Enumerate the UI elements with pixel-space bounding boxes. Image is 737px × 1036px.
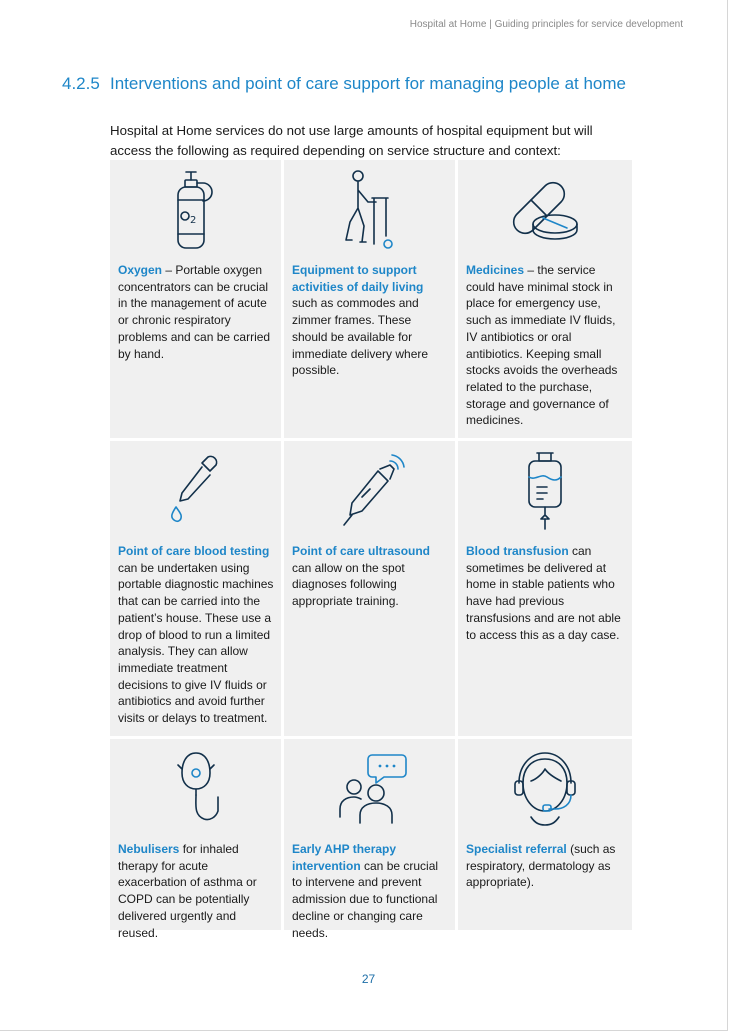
ultrasound-probe-icon <box>284 447 455 535</box>
card-specialist-referral <box>458 739 632 930</box>
card-medicines-term: Medicines <box>466 263 525 277</box>
card-blood-testing-body: can be undertaken using portable diagnostic machines that can be carried into the patient’s house. These use a drop of blood to run a limited analysis. They can allow immediate treatment decisions to give IV fluids or antibiotics and avoid further visits or delays to treatment. <box>118 560 274 726</box>
card-nebulisers <box>110 739 281 940</box>
card-blood-testing-text <box>118 543 275 727</box>
card-equipment-text <box>292 262 449 379</box>
card-oxygen-term: Oxygen <box>118 263 163 277</box>
svg-text:2: 2 <box>189 215 196 226</box>
conversation-icon <box>284 745 455 833</box>
card-ultrasound-text <box>292 543 449 610</box>
card-equipment-term: Equipment to support activities of daily living <box>292 263 424 294</box>
card-oxygen-text <box>118 262 275 362</box>
card-ultrasound-body: can allow on the spot diagnoses following appropriate training. <box>292 560 405 609</box>
card-medicines <box>458 160 632 438</box>
card-ahp-therapy <box>284 739 455 940</box>
card-nebulisers-term: Nebulisers <box>118 842 180 856</box>
card-ahp-therapy-term: Early AHP therapy intervention <box>292 842 397 873</box>
card-oxygen <box>110 160 281 438</box>
card-equipment <box>284 160 455 438</box>
card-equipment-body: such as commodes and zimmer frames. These should be available for immediate delivery where possible. <box>292 296 429 378</box>
section-title: Interventions and point of care support for managing people at home <box>110 74 627 93</box>
headset-icon <box>458 745 632 833</box>
card-ultrasound <box>284 441 455 736</box>
section-number: 4.2.5 <box>62 74 100 93</box>
pipette-icon <box>110 447 281 535</box>
card-medicines-text <box>466 262 626 429</box>
card-blood-testing-term: Point of care blood testing <box>118 544 270 558</box>
card-oxygen-body: – Portable oxygen concentrators can be crucial in the management of acute or chronic respiratory problems and can be carried by hand. <box>118 263 271 361</box>
card-blood-transfusion-text <box>466 543 626 643</box>
card-blood-transfusion-term: Blood transfusion <box>466 544 569 558</box>
card-blood-testing <box>110 441 281 736</box>
nebuliser-mask-icon <box>110 745 281 833</box>
oxygen-cylinder-icon <box>110 166 281 254</box>
card-medicines-body: – the service could have minimal stock in place for emergency use, such as immediate IV fluids, IV antibiotics or oral antibiotics. Keeping small stocks avoids the overheads related to the purchase, storage and governance of medicines. <box>466 263 618 428</box>
card-nebulisers-text <box>118 841 275 941</box>
section-heading <box>62 74 626 94</box>
card-ahp-therapy-text <box>292 841 449 941</box>
card-ahp-therapy-body: can be crucial to intervene and prevent admission due to functional decline or changing care needs. <box>292 858 439 940</box>
card-specialist-referral-body: (such as respiratory, dermatology as appropriate). <box>466 842 616 890</box>
card-nebulisers-body: for inhaled therapy for acute exacerbation of asthma or COPD can be potentially delivered urgently and reused. <box>118 842 257 940</box>
intro-paragraph: Hospital at Home services do not use large amounts of hospital equipment but will access the following as required depending on service structure and context: <box>110 123 593 159</box>
page-number: 27 <box>361 972 376 986</box>
blood-bag-icon <box>458 447 632 535</box>
running-header: Hospital at Home | Guiding principles for service development <box>409 19 683 30</box>
card-specialist-referral-text <box>466 841 626 891</box>
walking-frame-icon <box>284 166 455 254</box>
card-blood-transfusion-body: can sometimes be delivered at home in stable patients who have had previous transfusions and are not able to access this as a day case. <box>466 544 621 642</box>
card-specialist-referral-term: Specialist referral <box>466 842 567 856</box>
card-blood-transfusion <box>458 441 632 736</box>
interventions-grid <box>110 160 632 940</box>
card-ultrasound-term: Point of care ultrasound <box>292 544 431 558</box>
pills-icon <box>458 166 632 254</box>
